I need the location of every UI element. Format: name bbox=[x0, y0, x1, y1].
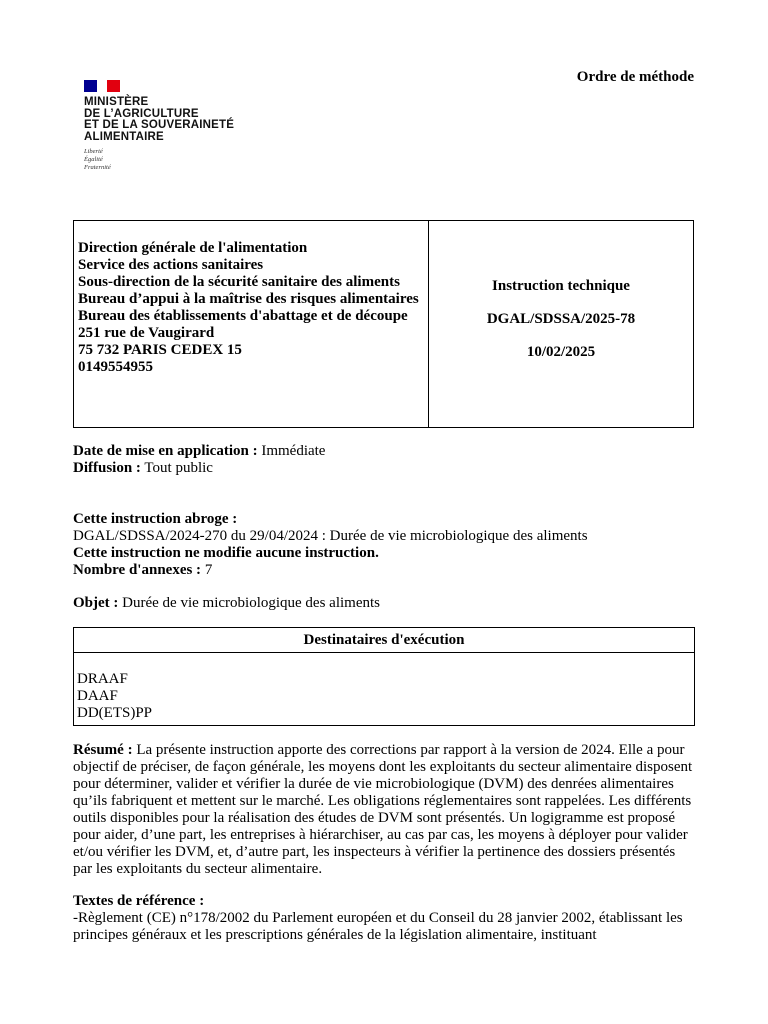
references-section bbox=[73, 893, 695, 944]
issuer-line: Bureau d’appui à la maîtrise des risques alimentaires bbox=[78, 291, 419, 307]
ministry-line: ALIMENTAIRE bbox=[84, 130, 164, 143]
diffusion-label: Diffusion : bbox=[73, 460, 141, 476]
application-label: Date de mise en application : bbox=[73, 443, 258, 459]
abroge-label: Cette instruction abroge : bbox=[73, 511, 238, 527]
destinataires-title: Destinataires d'exécution bbox=[74, 628, 694, 653]
header-table bbox=[73, 220, 694, 428]
instruction-date: 10/02/2025 bbox=[526, 343, 596, 360]
list-item: DRAAF bbox=[77, 671, 128, 687]
ministry-line: DE L’AGRICULTURE bbox=[84, 107, 199, 120]
application-value: Immédiate bbox=[257, 443, 326, 459]
references-text: -Règlement (CE) n°178/2002 du Parlement européen et du Conseil du 28 janvier 2002, établissant les principes généraux et les prescriptions générales de la législation alimentaire, instituant bbox=[73, 910, 683, 943]
issuer-block bbox=[74, 221, 429, 427]
reference-block bbox=[429, 221, 693, 427]
issuer-line: Service des actions sanitaires bbox=[78, 257, 264, 273]
issuer-line: Bureau des établissements d'abattage et de découpe bbox=[78, 308, 408, 324]
application-date bbox=[73, 443, 695, 460]
ministry-logo bbox=[84, 80, 284, 172]
ministry-name bbox=[84, 97, 284, 143]
issuer-line: 0149554955 bbox=[78, 359, 153, 375]
resume-label: Résumé : bbox=[73, 742, 133, 758]
annexes-label: Nombre d'annexes : bbox=[73, 562, 202, 578]
ministry-line: MINISTÈRE bbox=[84, 96, 149, 108]
list-item: DAAF bbox=[77, 688, 118, 704]
issuer-line: Direction générale de l'alimentation bbox=[78, 240, 308, 256]
objet bbox=[73, 595, 695, 612]
motto-line: Liberté bbox=[84, 148, 103, 155]
destinataires-table bbox=[73, 627, 695, 726]
issuer-line: Sous-direction de la sécurité sanitaire des aliments bbox=[78, 274, 400, 290]
annexes bbox=[73, 562, 695, 579]
issuer-line: 75 732 PARIS CEDEX 15 bbox=[78, 342, 242, 358]
references-label: Textes de référence : bbox=[73, 893, 205, 909]
abroge-value: DGAL/SDSSA/2024-270 du 29/04/2024 : Durée de vie microbiologique des aliments bbox=[73, 528, 588, 544]
objet-label: Objet : bbox=[73, 595, 119, 611]
resume-paragraph bbox=[73, 742, 695, 878]
diffusion bbox=[73, 460, 695, 477]
instruction-number: DGAL/SDSSA/2025-78 bbox=[486, 310, 636, 327]
list-item: DD(ETS)PP bbox=[77, 705, 153, 721]
resume-text: La présente instruction apporte des corrections par rapport à la version de 2024. Elle a pour objectif de préciser, de façon générale, les moyens dont les exploitants du secteur alimentaire disposent pour déterminer, valider et vérifier la durée de vie microbiologique (DVM) des denrées alimentaires qu’ils fabriquent et mettent sur le marché. Les obligations réglementaires sont rappelées. Les différents outils disponibles pour la réalisation des études de DVM sont présentés. Un logigramme est proposé pour aider, d’une part, les entreprises à hiérarchiser, au cas par cas, les moyens à déployer pour valider et/ou vérifier les DVM, et, d’autre part, les inspecteurs à vérifier la pertinence des dossiers présentés par les exploitants du secteur alimentaire. bbox=[73, 742, 693, 877]
meta-block bbox=[73, 443, 695, 612]
marianne-flag-icon bbox=[84, 80, 120, 92]
republic-motto bbox=[84, 148, 284, 172]
instruction-type: Instruction technique bbox=[492, 277, 630, 294]
document-type: Ordre de méthode bbox=[576, 69, 694, 85]
diffusion-value: Tout public bbox=[140, 460, 213, 476]
issuer-line: 251 rue de Vaugirard bbox=[78, 325, 215, 341]
ministry-line: ET DE LA SOUVERAINETÉ bbox=[84, 119, 235, 131]
destinataires-list bbox=[74, 653, 694, 722]
annexes-value: 7 bbox=[201, 562, 213, 578]
motto-line: Égalité bbox=[84, 156, 103, 163]
motto-line: Fraternité bbox=[84, 164, 111, 171]
objet-value: Durée de vie microbiologique des aliments bbox=[118, 595, 380, 611]
modifie-text: Cette instruction ne modifie aucune instruction. bbox=[73, 545, 379, 561]
